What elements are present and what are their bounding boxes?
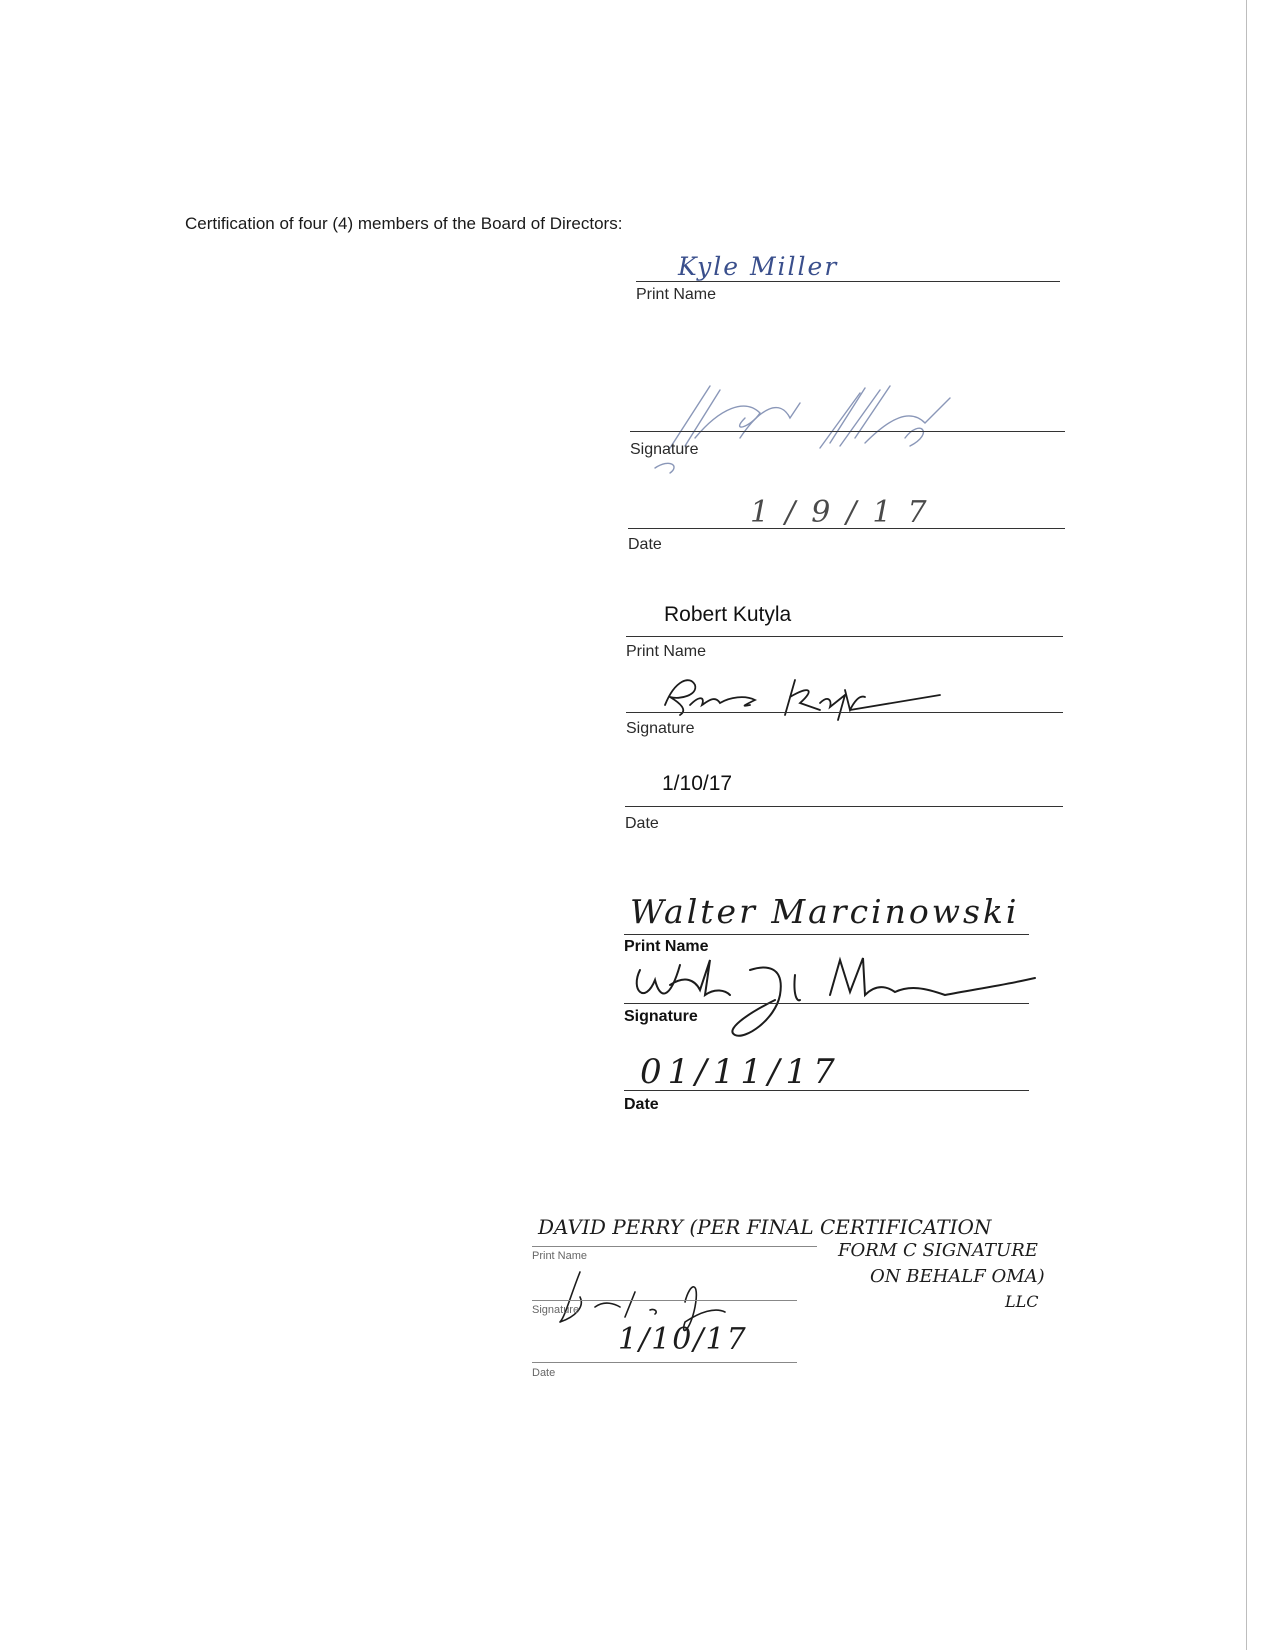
annotation-line-3: ON BEHALF OMA) (870, 1266, 1045, 1287)
signature-label: Signature (630, 441, 699, 458)
handwritten-date: 1/9/17 (750, 495, 943, 530)
handwritten-print-name: Walter Marcinowski (630, 892, 1020, 931)
print-name-label: Print Name (532, 1250, 588, 1262)
date-line (625, 806, 1063, 807)
print-name-label: Print Name (624, 938, 709, 955)
print-name-label: Print Name (626, 643, 707, 660)
signature-image (650, 665, 950, 735)
page-edge (1246, 0, 1247, 1650)
date-label: Date (625, 815, 659, 832)
typed-print-name: Robert Kutyla (664, 603, 792, 626)
print-name-line (532, 1246, 817, 1247)
signature-line (626, 712, 1063, 713)
signature-image (625, 950, 1055, 1050)
handwritten-print-name: Kyle Miller (678, 252, 839, 281)
handwritten-date: 01/11/17 (640, 1052, 841, 1092)
typed-date: 1/10/17 (662, 772, 733, 795)
date-label: Date (628, 536, 662, 553)
print-name-label: Print Name (636, 286, 717, 303)
signature-label: Signature (626, 720, 695, 737)
annotation-line-4: LLC (1005, 1292, 1039, 1311)
handwritten-date: 1/10/17 (618, 1322, 748, 1357)
date-line (624, 1090, 1029, 1091)
date-label: Date (624, 1096, 659, 1113)
date-line (532, 1362, 797, 1363)
signature-label: Signature (624, 1008, 698, 1025)
print-name-line (624, 934, 1029, 935)
print-name-line (626, 636, 1063, 637)
print-name-line (636, 281, 1060, 282)
signature-line (624, 1003, 1029, 1004)
signature-line (532, 1300, 797, 1301)
date-label: Date (532, 1367, 556, 1379)
signature-line (630, 431, 1065, 432)
signature-label: Signature (532, 1304, 580, 1316)
handwritten-print-name: DAVID PERRY (PER FINAL CERTIFICATION (538, 1215, 992, 1239)
page-heading: Certification of four (4) members of the Board of Directors: (185, 214, 623, 233)
signature-image (650, 378, 980, 468)
date-line (628, 528, 1065, 529)
annotation-line-2: FORM C SIGNATURE (838, 1240, 1038, 1261)
